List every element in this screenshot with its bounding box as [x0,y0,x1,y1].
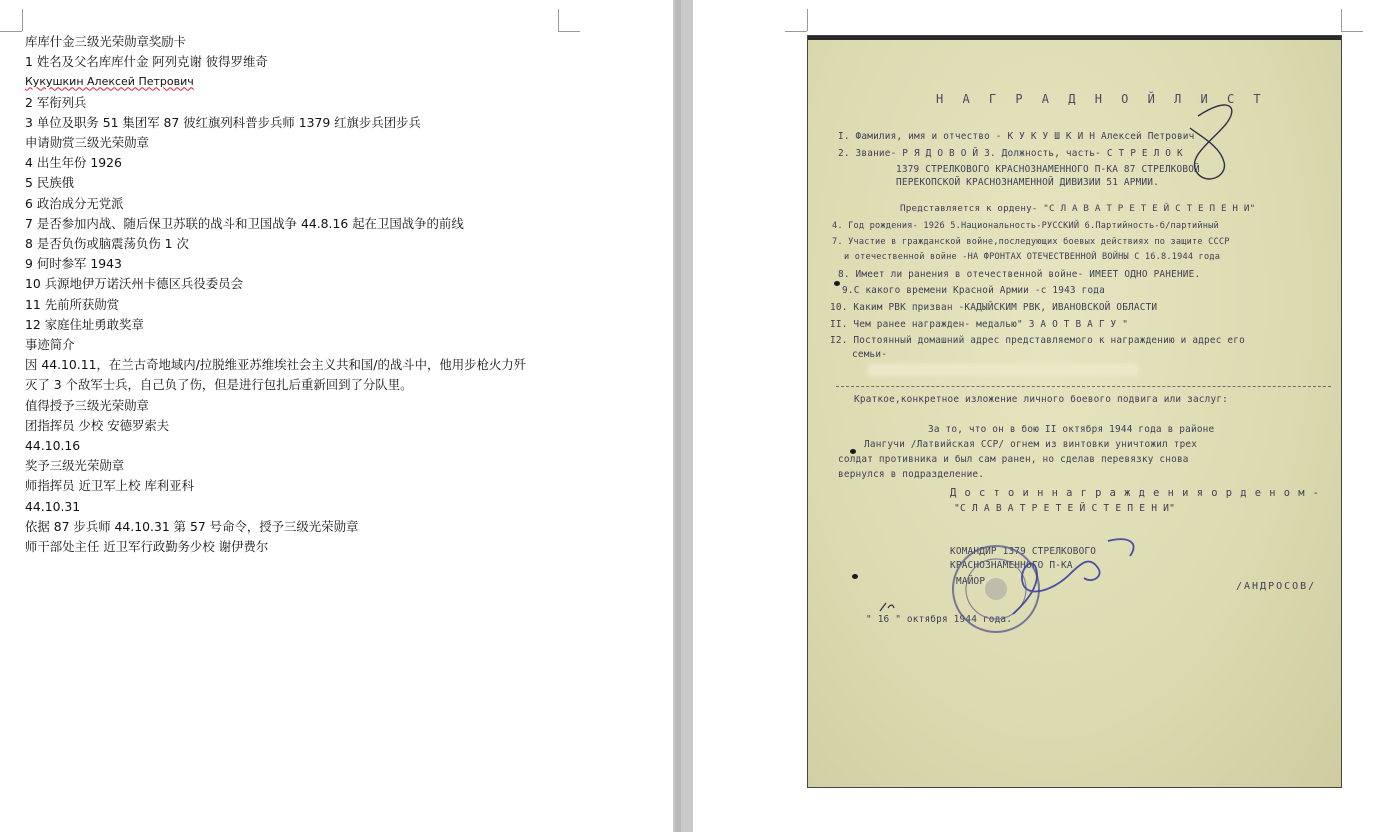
scan-signature-line: /АНДРОСОВ/ [1236,581,1317,592]
doc-line: 申请勋赏三级光荣勋章 [25,135,149,151]
scan-line: 4. Год рождения- 1926 5.Национальность-РУССКИЙ 6.Партийность-б/партийный [832,221,1219,231]
crop-mark-top-right [1341,31,1363,32]
doc-line: 6 政治成分无党派 [25,195,124,211]
scan-signature-line: МАЙОР [956,576,986,587]
scan-title: Н А Г Р А Д Н О Й Л И С Т [936,92,1267,106]
scan-line: 10. Каким РВК призван -КАДЫЙСКИМ РВК, ИВАНОВСКОЙ ОБЛАСТИ [830,302,1158,313]
scan-line: Лангучи /Латвийская ССР/ огнем из винтовки уничтожил трех [864,439,1198,450]
scan-line: I. Фамилия, имя и отчество - К У К У Ш К И Н Алексей Петрович [838,131,1195,142]
crop-mark-top-left-vertical [22,9,23,31]
doc-line: 11 先前所获勋赏 [25,296,120,312]
doc-line: 团指挥员 少校 安德罗索夫 [25,417,170,433]
right-document-page [693,0,1400,832]
gutter-edge [675,0,681,832]
scan-line: семьи- [852,349,888,360]
scan-line: За то, что он в бою II октября 1944 года в районе [928,424,1215,435]
scan-line: 2. Звание- Р Я Д О В О Й 3. Должность, часть- С Т Р Е Л О К [838,148,1183,159]
scan-line: Д о с т о и н н а г р а ж д е н и я о р д е н о м - [950,487,1321,499]
crop-mark-top-left [785,31,807,32]
scan-line: 1379 СТРЕЛКОВОГО КРАСНОЗНАМЕННОГО П-КА 87 СТРЕЛКОВОЙ [896,164,1200,175]
doc-line: 9 何时参军 1943 [25,256,122,272]
scan-line: и отечественной войне -НА ФРОНТАХ ОТЕЧЕСТВЕННОЙ ВОЙНЫ С 16.8.1944 года [844,252,1221,262]
doc-line: 7 是否参加内战、随后保卫苏联的战斗和卫国战争 44.8.16 起在卫国战争的前线 [25,215,464,231]
scan-line: 8. Имеет ли ранения в отечественной войне- ИМЕЕТ ОДНО РАНЕНИЕ. [838,269,1201,280]
doc-line: 3 单位及职务 51 集团军 87 彼红旗列科普步兵师 1379 红旗步兵团步兵 [25,114,421,130]
scan-line: I2. Постоянный домашний адрес представляемого к награждению и адрес его [830,335,1245,346]
doc-line: 事迹简介 [25,337,75,353]
award-card-translation-text[interactable] [25,32,625,557]
page-gutter [673,0,693,832]
scan-line: Краткое,конкретное изложение личного боевого подвига или заслуг: [854,394,1229,405]
doc-line: 师指挥员 近卫军上校 库利亚科 [25,478,194,494]
doc-line: 灭了 3 个敌军士兵，自己负了伤，但是进行包扎后重新回到了分队里。 [25,377,413,393]
doc-line: 1 姓名及父名库库什金 阿列克谢 彼得罗维奇 [25,54,268,70]
scan-line: 7. Участие в гражданской войне,последующих боевых действиях по защите СССР [832,237,1230,247]
doc-line: 奖予三级光荣勋章 [25,458,125,474]
crop-mark-top-left-vertical [807,9,808,31]
doc-line: 12 家庭住址勇敢奖章 [25,316,144,332]
crop-mark-top-right-vertical [558,9,559,31]
scan-margin-dot [850,449,856,454]
doc-line: 因 44.10.11，在兰古奇地域内/拉脱维亚苏维埃社会主义共和国/的战斗中，他用步枪火力歼 [25,357,527,373]
scan-margin-dot [852,574,858,579]
scan-line: 9.С какого времени Красной Армии -с 1943 года [842,285,1105,296]
doc-line: 10 兵源地伊万诺沃州卡德区兵役委员会 [25,276,243,292]
doc-line-russian-name: Кукушкин Алексей Петрович [25,75,194,89]
doc-line: 8 是否负伤或脑震荡负伤 1 次 [25,236,189,252]
doc-line: 44.10.16 [25,438,81,454]
doc-line: 师干部处主任 近卫军行政勤务少校 谢伊费尔 [25,539,269,555]
doc-line: 4 出生年份 1926 [25,155,122,171]
scan-line: Представляется к ордену- "С Л А В А Т Р Е Т Е Й С Т Е П Е Н И" [900,203,1256,214]
scan-line: вернулся в подразделение. [838,469,985,480]
date-mark-16 [880,603,894,611]
scan-margin-dot [834,281,840,286]
scan-signature-line: КРАСНОЗНАМЕННОГО П-КА [950,560,1073,571]
doc-line: 值得授予三级光荣勋章 [25,397,149,413]
left-document-page [0,0,673,832]
doc-line: 2 军衔列兵 [25,94,87,110]
scan-line: ПЕРЕКОПСКОЙ КРАСНОЗНАМЕННОЙ ДИВИЗИИ 51 АРМИИ. [896,177,1159,188]
scanned-award-sheet-image[interactable] [808,36,1341,787]
scan-date-line: " 16 " октября 1944 года. [866,614,1013,625]
doc-line: 5 民族俄 [25,175,74,191]
doc-line: 44.10.31 [25,498,81,514]
crop-mark-top-right-vertical [1341,9,1342,31]
crop-mark-top-left [0,31,22,32]
scan-signature-line: КОМАНДИР 1379 СТРЕЛКОВОГО [950,546,1097,557]
scan-line: солдат противника и был сам ранен, но сделав перевязку снова [838,454,1189,465]
scan-dashed-separator [836,386,1331,387]
stamp-emblem [985,578,1007,600]
doc-line: 库库什金三级光荣勋章奖励卡 [25,34,187,49]
scan-line: II. Чем ранее награжден- медалью" З А О Т В А Г У " [830,319,1129,330]
doc-line: 依据 87 步兵师 44.10.31 第 57 号命令，授予三级光荣勋章 [25,518,359,534]
scan-top-edge [808,36,1341,40]
scan-line: "С Л А В А Т Р Е Т Е Й С Т Е П Е Н И" [954,503,1176,514]
blurred-address-area [868,364,1138,376]
